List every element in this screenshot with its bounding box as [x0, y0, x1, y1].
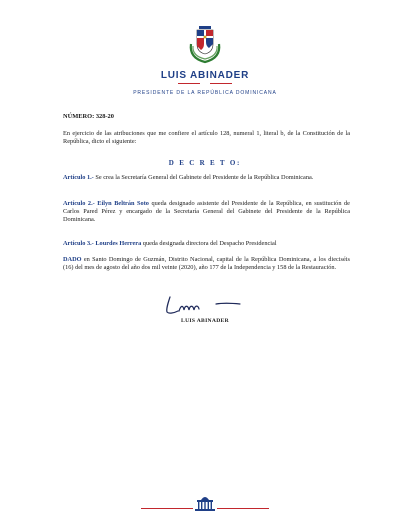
given-clause [63, 256, 350, 272]
article-2 [63, 200, 350, 225]
article-3 [63, 240, 350, 248]
decree-number: NÚMERO: 328-20 [63, 113, 114, 120]
handwritten-signature [160, 293, 250, 317]
given-label: DADO [63, 256, 82, 263]
palace-icon [194, 494, 216, 512]
article-1-text: Se crea la Secretaría General del Gabinete del Presidente de la República Dominicana. [93, 174, 314, 181]
coat-of-arms-icon [187, 24, 223, 64]
given-text: en Santo Domingo de Guzmán, Distrito Nacional, capital de la República Dominicana, a los dieciséis (16) del mes de agosto del año dos mil veinte (2020), año 177 de la Independencia y 158 de la Restauración. [63, 256, 350, 272]
header-divider-left [178, 83, 200, 84]
president-name: LUIS ABINADER [160, 70, 250, 81]
decree-title: D E C R E T O: [168, 159, 242, 167]
article-3-text: queda designada directora del Despacho Presidencial [141, 240, 277, 247]
decree-preamble: En ejercicio de las atribuciones que me confiere el artículo 128, numeral 1, literal b, de la Constitución de la República, dicto el siguiente: [63, 130, 350, 146]
footer-line-left [141, 508, 193, 509]
article-2-text: queda designado asistente del Presidente de la República, en sustitución de Carlos Pared Pérez y encargado de la Secretaría General del Gabinete del Presidente de la República Dominicana. [63, 200, 350, 224]
article-2-label: Artículo 2.- Eilyn Beltrán Soto [63, 200, 149, 207]
article-1 [63, 174, 350, 182]
president-subtitle: PRESIDENTE DE LA REPÚBLICA DOMINICANA [133, 90, 277, 96]
article-3-label: Artículo 3.- Lourdes Herrera [63, 240, 142, 247]
article-1-label: Artículo 1.- [63, 174, 94, 181]
signer-name: LUIS ABINADER [181, 318, 229, 324]
footer-line-right [217, 508, 269, 509]
header-divider-right [210, 83, 232, 84]
